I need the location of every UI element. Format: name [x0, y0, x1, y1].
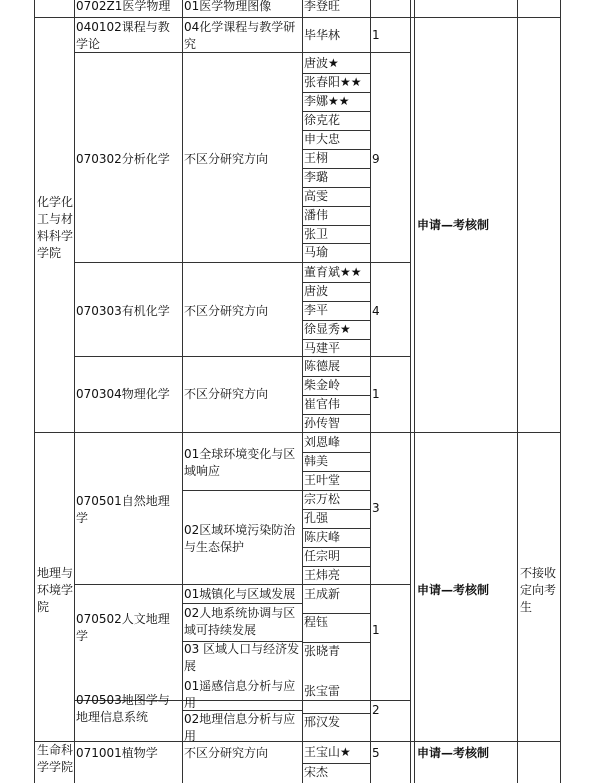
supervisor-cell: 程钰: [304, 615, 329, 629]
grid-line: [370, 0, 371, 783]
supervisor-cell: 张春阳★★: [304, 75, 362, 89]
direction-cell: 不区分研究方向: [184, 152, 269, 166]
grid-line: [560, 0, 561, 783]
direction-cell: 01城镇化与区域发展: [184, 587, 296, 601]
major-cell: 070502人文地理 学: [76, 612, 170, 643]
major-cell: 070304物理化学: [76, 387, 170, 401]
supervisor-cell: 申大忠: [304, 132, 341, 146]
grid-line: [74, 262, 411, 263]
quota-cell: 5: [372, 746, 380, 760]
grid-line: [182, 603, 303, 604]
supervisor-cell: 毕华林: [304, 28, 341, 42]
grid-line: [410, 0, 411, 783]
supervisor-cell: 孙传智: [304, 416, 341, 430]
supervisor-cell: 王宝山★: [304, 745, 351, 759]
direction-cell: 01医学物理图像: [184, 0, 272, 13]
supervisor-cell: 张晓青: [304, 644, 341, 658]
grid-line: [74, 584, 411, 585]
direction-cell: 02区域环境污染防治 与生态保护: [184, 523, 296, 554]
supervisor-cell: 任宗明: [304, 549, 341, 563]
major-cell: 070501自然地理 学: [76, 494, 170, 525]
direction-cell: 不区分研究方向: [184, 387, 269, 401]
supervisor-cell: 李娜★★: [304, 94, 350, 108]
supervisor-cell: 韩美: [304, 454, 329, 468]
major-cell: 0702Z1医学物理: [76, 0, 171, 13]
major-cell: 040102课程与教 学论: [76, 20, 170, 51]
supervisor-cell: 李璐: [304, 170, 329, 184]
quota-cell: 2: [372, 703, 380, 717]
quota-cell: 1: [372, 623, 380, 637]
direction-cell: 01全球环境变化与区 域响应: [184, 447, 296, 478]
supervisor-cell: 张卫: [304, 227, 329, 241]
supervisor-cell: 陈庆峰: [304, 530, 341, 544]
method-chem: 申请—考核制: [417, 218, 490, 232]
grid-line: [414, 0, 415, 783]
supervisor-cell: 宗万松: [304, 492, 341, 506]
grid-line: [182, 0, 183, 783]
supervisor-cell: 孔强: [304, 511, 329, 525]
method-geo: 申请—考核制: [417, 583, 490, 597]
quota-cell: 1: [372, 387, 380, 401]
supervisor-cell: 董育斌★★: [304, 265, 362, 279]
grid-line: [182, 490, 303, 491]
major-cell: 070503地图学与 地理信息系统: [76, 693, 170, 724]
supervisor-cell: 崔官伟: [304, 397, 341, 411]
supervisor-cell: 李平: [304, 303, 329, 317]
direction-cell: 01遥感信息分析与应 用: [184, 679, 296, 710]
college-name-geo: 地理与 环境学 院: [37, 566, 74, 614]
direction-cell: 02地理信息分析与应 用: [184, 712, 296, 743]
supervisor-cell: 高雯: [304, 189, 329, 203]
supervisor-cell: 唐波: [304, 284, 329, 298]
supervisor-cell: 宋杰: [304, 765, 329, 779]
quota-cell: 3: [372, 501, 380, 515]
supervisor-cell: 李登旺: [304, 0, 341, 13]
grid-line: [74, 0, 75, 783]
direction-cell: 02人地系统协调与区 域可持续发展: [184, 606, 296, 637]
supervisor-cell: 王成新: [304, 587, 341, 601]
method-life: 申请—考核制: [417, 746, 490, 760]
direction-cell: 不区分研究方向: [184, 746, 269, 760]
major-cell: 071001植物学: [76, 746, 158, 760]
supervisor-cell: 邢汉发: [304, 715, 341, 729]
grid-line: [517, 0, 518, 783]
note-geo: 不接收 定向考 生: [520, 566, 557, 614]
quota-cell: 9: [372, 152, 380, 166]
major-cell: 070302分析化学: [76, 152, 170, 166]
college-name-life: 生命科 学学院: [37, 743, 74, 774]
direction-cell: 04化学课程与教学研 究: [184, 20, 296, 51]
grid-line: [34, 17, 561, 18]
college-name-chem: 化学化 工与材 料科学 学院: [37, 195, 74, 260]
direction-cell: 不区分研究方向: [184, 304, 269, 318]
quota-cell: 4: [372, 304, 380, 318]
supervisor-cell: 张宝雷: [304, 684, 341, 698]
supervisor-cell: 马建平: [304, 341, 341, 355]
supervisor-cell: 王栩: [304, 151, 329, 165]
grid-line: [34, 432, 561, 433]
major-cell: 070303有机化学: [76, 304, 170, 318]
supervisor-cell: 徐显秀★: [304, 322, 351, 336]
supervisor-cell: 王炜亮: [304, 568, 341, 582]
supervisor-cell: 徐克花: [304, 113, 341, 127]
supervisor-cell: 王叶堂: [304, 473, 341, 487]
grid-line: [34, 0, 35, 783]
direction-cell: 03 区域人口与经济发 展: [184, 642, 300, 673]
supervisor-cell: 马瑜: [304, 245, 329, 259]
quota-cell: 1: [372, 28, 380, 42]
supervisor-cell: 刘恩峰: [304, 435, 341, 449]
supervisor-cell: 潘伟: [304, 208, 329, 222]
supervisor-cell: 唐波★: [304, 56, 339, 70]
grid-line: [302, 0, 303, 783]
supervisor-cell: 柴金岭: [304, 378, 341, 392]
supervisor-cell: 陈德展: [304, 359, 341, 373]
